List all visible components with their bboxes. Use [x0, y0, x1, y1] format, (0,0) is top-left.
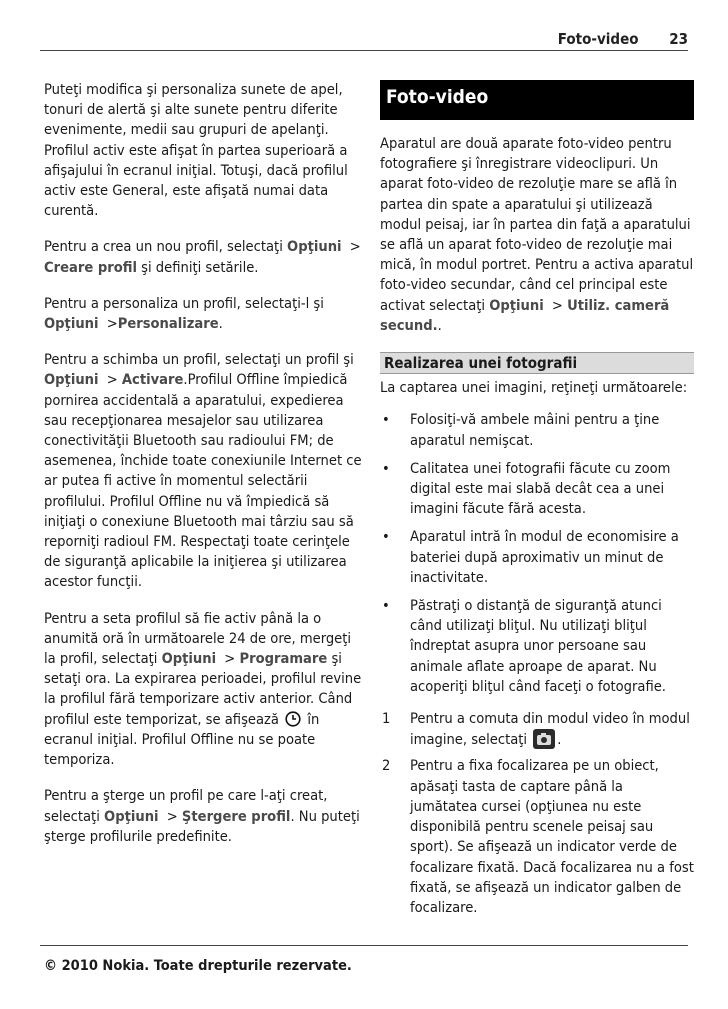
menu-option-link: Opţiuni [287, 238, 342, 256]
menu-secondary-camera: Utiliz. cameră secund. [380, 296, 670, 334]
section-intro: La captarea unei imagini, reţineţi următoarele: [380, 379, 688, 397]
chapter-title: Foto-video [380, 80, 694, 120]
text: . [437, 316, 442, 334]
menu-option-link: Opţiuni [104, 807, 159, 825]
list-item-text: Calitatea unei fotografii făcute cu zoom digital este mai slabă decât cea a unei imagini făcute fără acesta. [410, 459, 671, 518]
text: şi definiţi setările. [141, 258, 259, 276]
menu-activate: Activare [121, 371, 184, 389]
menu-option-link: Opţiuni [161, 650, 217, 668]
separator: > [224, 650, 236, 668]
paragraph-personalize [44, 294, 362, 334]
camera-mode-icon [533, 729, 555, 749]
page-number: 23 [669, 30, 688, 48]
text: Aparatul are două aparate foto-video pentru fotografiere şi înregistrare videoclipuri. Un aparat foto-video de rezoluţie mare se află în partea din spate a aparatului şi utilizează modul peisaj, iar în partea din faţă a aparatului se află un aparat foto-video de rezoluţie mai mică, în modul portret. Pentru a activa aparatul foto-video secundar, când cel principal este activat selectaţi [380, 135, 694, 314]
copyright-footer: © 2010 Nokia. Toate drepturile rezervate. [44, 958, 352, 974]
step-item [380, 756, 694, 918]
separator: > [106, 371, 118, 389]
text: şi setaţi ora. La expirarea perioadei, profilul revine la profilul fără temporizare activ anterior. Când profilul este temporizat, se afişează [44, 650, 362, 728]
text: Pentru a crea un nou profil, selectaţi [44, 238, 283, 256]
list-item-text: Folosiţi-vă ambele mâini pentru a ţine aparatul nemişcat. [410, 411, 660, 449]
clock-icon [285, 711, 301, 727]
menu-option-link: Opţiuni [489, 296, 544, 314]
list-item [380, 459, 694, 520]
text: . [218, 315, 223, 333]
section-heading: Realizarea unei fotografii [380, 352, 694, 374]
paragraph-activate [44, 350, 362, 592]
section-name: Foto-video [557, 30, 639, 48]
menu-option-link: Opţiuni [44, 371, 99, 389]
step-number: 2 [382, 757, 391, 775]
text: Pentru a şterge un profil pe care l-aţi creat, selectaţi [44, 787, 328, 825]
bullet-icon: • [382, 411, 390, 429]
running-header [558, 30, 688, 48]
menu-option-link: Opţiuni [44, 315, 99, 333]
steps-list [380, 709, 694, 918]
tips-list [380, 410, 694, 697]
list-item [380, 596, 694, 697]
text: în ecranul iniţial. Profilul Offline nu se poate temporiza. [44, 710, 320, 769]
list-item-text: Păstraţi o distanţă de siguranţă atunci când utilizaţi bliţul. Nu utilizaţi bliţul îndreptat asupra unor persoane sau animale aflate aproape de aparat. Nu acoperiţi bliţul când faceţi o fotografie. [410, 597, 666, 695]
separator: > [349, 238, 361, 256]
menu-create-profile: Creare profil [44, 258, 137, 276]
paragraph-delete [44, 786, 362, 847]
step-number: 1 [382, 710, 391, 728]
step-text: Pentru a comuta din modul video în modul imagine, selectaţi [410, 710, 690, 749]
paragraph-intro: Puteţi modifica şi personaliza sunete de apel, tonuri de alertă şi alte sunete pentru diferite evenimente, medii sau grupuri de apelanţi. Profilul activ este afişat în partea superioară a afişajului în ecranul iniţial. Totuşi, dacă profilul activ este General, este afişată numai data curentă. [44, 81, 348, 220]
text: Pentru a schimba un profil, selectaţi un profil şi [44, 351, 354, 369]
footer-rule [40, 945, 688, 946]
paragraph-schedule [44, 609, 362, 771]
paragraph-camera-intro [380, 134, 694, 336]
menu-personalize: Personalizare [117, 315, 219, 333]
menu-schedule: Programare [239, 650, 328, 668]
list-item [380, 410, 694, 450]
text: . Nu puteţi şterge profilurile predefinite. [44, 807, 360, 845]
bullet-icon: • [382, 459, 390, 477]
step-text: Pentru a fixa focalizarea pe un obiect, apăsaţi tasta de captare până la jumătatea cursei (opţiunea nu este disponibilă pentru scenele peisaj sau sport). Se afişează un indicator verde de focalizare fixată. Dacă focalizarea nu a fost fixată, se afişează un indicator galben de focalizare. [410, 757, 694, 916]
separator: > [166, 807, 178, 825]
bullet-icon: • [382, 528, 390, 546]
separator: > [106, 315, 118, 333]
bullet-icon: • [382, 597, 390, 615]
separator: > [551, 296, 563, 314]
paragraph-create-profile [44, 237, 362, 277]
text: Pentru a personaliza un profil, selectaţi-l şi [44, 294, 324, 312]
left-column [44, 80, 362, 863]
list-item-text: Aparatul intră în modul de economisire a bateriei după aproximativ un minut de inactivitate. [410, 528, 679, 586]
list-item [380, 527, 694, 588]
text: .Profilul Offline împiedică pornirea accidentală a aparatului, expedierea sau recepţionarea mesajelor sau utilizarea conectivităţii Bluetooth sau radioului FM; de asemenea, închide toate conexiunile Internet ce ar putea fi active în momentul selectării profilului. Profilul Offline nu vă împiedică să iniţiaţi o conexiune Bluetooth mai târziu sau să reporniţi radioul FM. Respectaţi toate cerinţele de siguranţă aplicabile la iniţierea şi utilizarea acestor funcţii. [44, 371, 362, 591]
step-item [380, 709, 694, 750]
right-column [380, 80, 694, 924]
menu-delete-profile: Ştergere profil [181, 807, 291, 825]
text: Pentru a seta profilul să fie activ până la o anumită oră în următoarele 24 de ore, mergeţi la profil, selectaţi [44, 609, 352, 668]
header-rule [40, 50, 688, 51]
step-text: . [557, 731, 562, 749]
